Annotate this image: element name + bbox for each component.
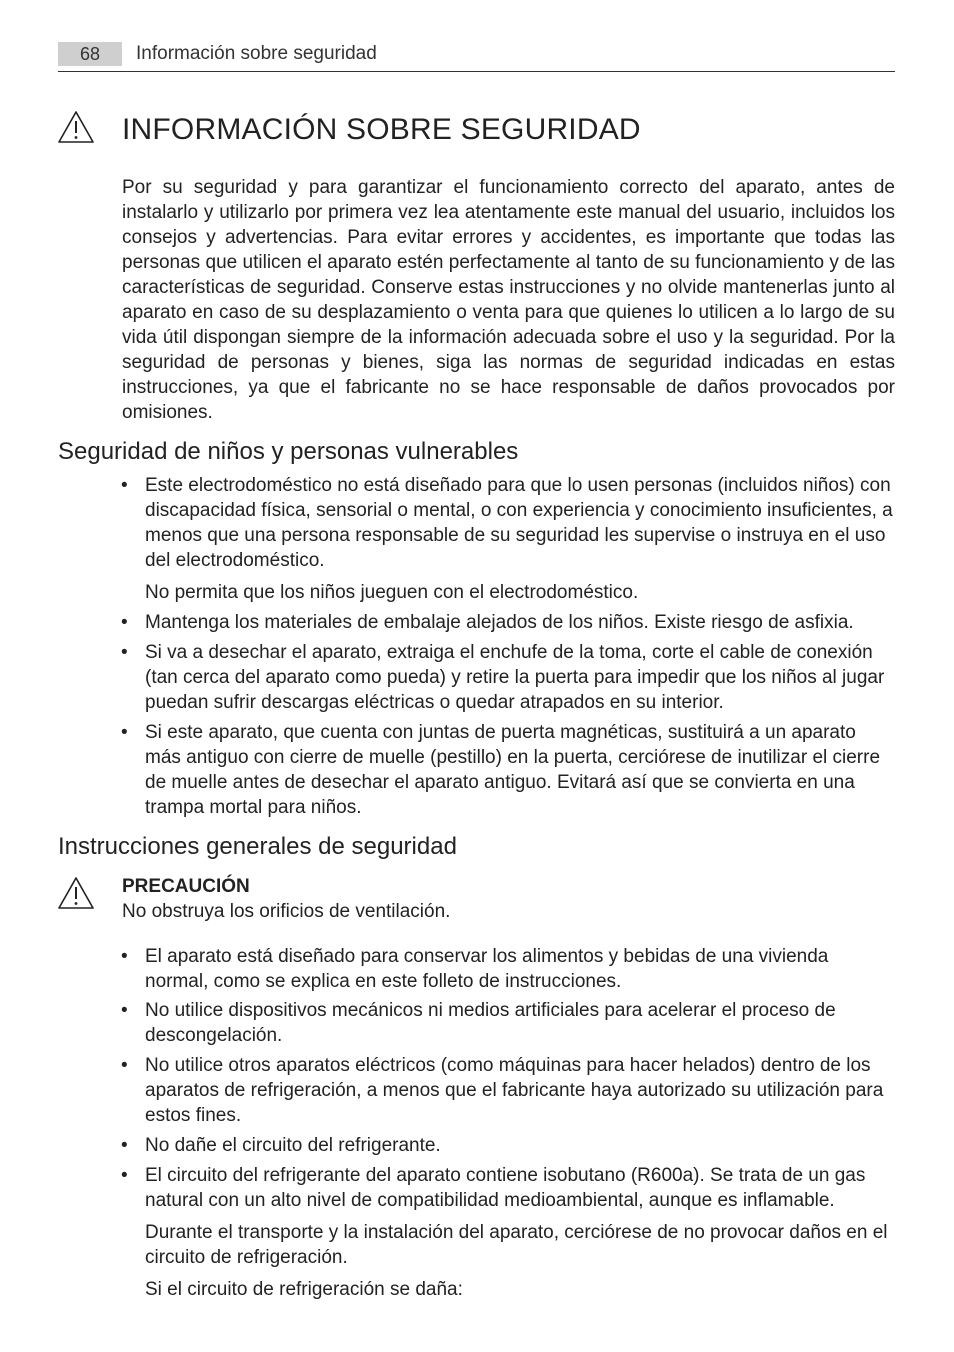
list-item: • No utilice otros aparatos eléctricos (como máquinas para hacer helados) dentro de los aparatos de refrigeración, a menos que el fabricante haya autorizado su utilización para estos fines. [145, 1053, 895, 1128]
list-item: • Este electrodoméstico no está diseñado para que lo usen personas (incluidos niños) con discapacidad física, sensorial o mental, o con experiencia y conocimiento insuficientes, a menos que una persona responsable de su seguridad les supervise o instruya en el uso del electrodoméstico. [145, 473, 895, 573]
running-title: Información sobre seguridad [136, 43, 377, 64]
list-item: • Si va a desechar el aparato, extraiga el enchufe de la toma, corte el cable de conexión (tan cerca del aparato como pueda) y retire la puerta para impedir que los niños al jugar puedan sufrir descargas eléctricas o quedar atrapados en su interior. [145, 640, 895, 715]
section-heading-general: Instrucciones generales de seguridad [58, 833, 457, 860]
page-title: INFORMACIÓN SOBRE SEGURIDAD [122, 113, 641, 146]
list-item: • Si este aparato, que cuenta con juntas de puerta magnéticas, sustituirá a un aparato más antiguo con cierre de muelle (pestillo) en la puerta, cerciórese de inutilizar el cierre de muelle antes de desechar el aparato antiguo. Evitará así que se convierta en una trampa mortal para niños. [145, 720, 895, 820]
section-heading-children: Seguridad de niños y personas vulnerables [58, 438, 519, 465]
list-item-continuation: No permita que los niños jueguen con el electrodoméstico. [145, 582, 639, 603]
list-item: • No dañe el circuito del refrigerante. [145, 1133, 895, 1158]
caution-title: PRECAUCIÓN [122, 876, 250, 897]
page-header [58, 40, 895, 72]
list-item: • Mantenga los materiales de embalaje alejados de los niños. Existe riesgo de asfixia. [145, 610, 895, 635]
intro-paragraph: Por su seguridad y para garantizar el funcionamiento correcto del aparato, antes de instalarlo y utilizarlo por primera vez lea atentamente este manual del usuario, incluidos los consejos y advertencias. Para evitar errores y accidentes, es importante que todas las personas que utilicen el aparato estén perfectamente al tanto de su funcionamiento y de las características de seguridad. Conserve estas instrucciones y no olvide mantenerlas junto al aparato en caso de su desplazamiento o venta para que quienes lo utilicen a lo largo de su vida útil dispongan siempre de la información adecuada sobre el uso y la seguridad. Por la seguridad de personas y bienes, siga las normas de seguridad indicadas en estas instrucciones, ya que el fabricante no se hace responsable de daños provocados por omisiones. [122, 177, 895, 423]
caution-icon [57, 876, 95, 910]
caution-text: No obstruya los orificios de ventilación. [122, 901, 451, 922]
list-item: • No utilice dispositivos mecánicos ni medios artificiales para acelerar el proceso de descongelación. [145, 998, 895, 1048]
warning-icon [57, 110, 95, 144]
list-item: • El aparato está diseñado para conservar los alimentos y bebidas de una vivienda normal, como se explica en este folleto de instrucciones. [145, 944, 895, 994]
list-item-continuation: Si el circuito de refrigeración se daña: [145, 1279, 463, 1300]
list-item: • El circuito del refrigerante del aparato contiene isobutano (R600a). Se trata de un gas natural con un alto nivel de compatibilidad medioambiental, aunque es inflamable. [145, 1163, 895, 1213]
list-item-continuation: Durante el transporte y la instalación del aparato, cerciórese de no provocar daños en el circuito de refrigeración. [145, 1222, 888, 1268]
page-number: 68 [58, 42, 122, 66]
